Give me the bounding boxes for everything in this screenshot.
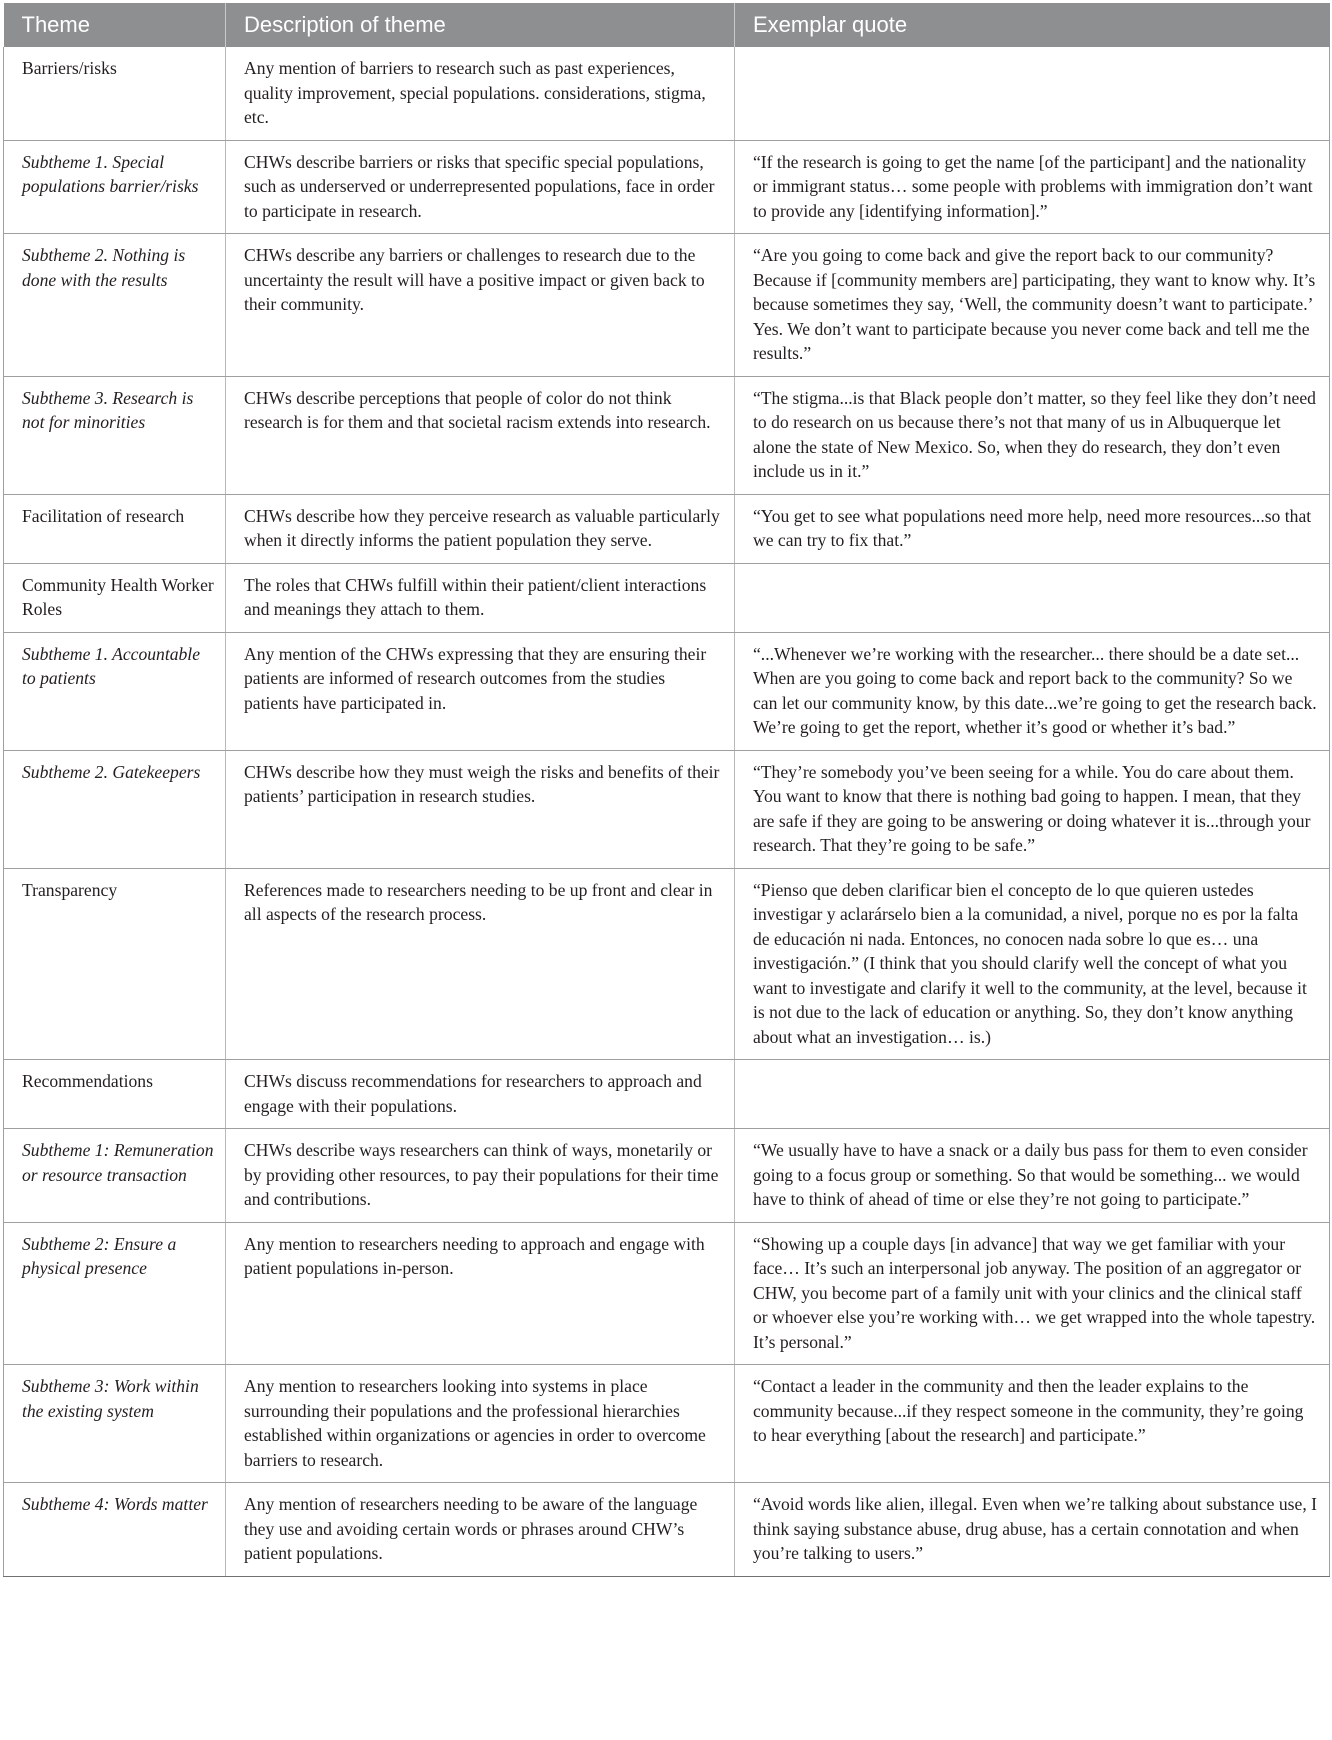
description-cell: CHWs describe any barriers or challenges to research due to the uncertainty the result will have a positive impact or given back to their community. [226, 234, 735, 377]
table-row [4, 563, 1330, 632]
theme-cell: Subtheme 1. Special populations barrier/risks [4, 140, 226, 234]
table-row [4, 750, 1330, 868]
theme-cell: Subtheme 2. Nothing is done with the results [4, 234, 226, 377]
theme-cell: Subtheme 2: Ensure a physical presence [4, 1222, 226, 1365]
theme-cell: Recommendations [4, 1060, 226, 1129]
description-cell: Any mention to researchers looking into systems in place surrounding their populations and the professional hierarchies established within organizations or agencies in order to overcome barriers to research. [226, 1365, 735, 1483]
quote-cell: “Contact a leader in the community and then the leader explains to the community because...if they respect someone in the community, they’re going to hear everything [about the research] and participate.” [735, 1365, 1330, 1483]
quote-cell: “Showing up a couple days [in advance] that way we get familiar with your face… It’s such an interpersonal job anyway. The position of an aggregator or CHW, you become part of a family unit with your clinics and the clinical staff or whoever else you’re working with… we get wrapped into the whole tapestry. It’s personal.” [735, 1222, 1330, 1365]
quote-cell: “They’re somebody you’ve been seeing for a while. You do care about them. You want to know that there is nothing bad going to happen. I mean, that they are safe if they are going to be answering or doing whatever it is...through your research. That they’re going to be safe.” [735, 750, 1330, 868]
theme-cell: Transparency [4, 868, 226, 1060]
table-row [4, 868, 1330, 1060]
themes-table-container [3, 3, 1329, 1577]
theme-cell: Community Health Worker Roles [4, 563, 226, 632]
quote-cell [735, 47, 1330, 140]
theme-cell: Subtheme 2. Gatekeepers [4, 750, 226, 868]
quote-cell: “...Whenever we’re working with the researcher... there should be a date set... When are you going to come back and report back to the community? So we can let our community know, by this date...we’re going to get the research back. We’re going to get the report, whether it’s good or whether it’s bad.” [735, 632, 1330, 750]
description-cell: CHWs describe how they perceive research as valuable particularly when it directly informs the patient population they serve. [226, 494, 735, 563]
description-cell: CHWs describe how they must weigh the risks and benefits of their patients’ participation in research studies. [226, 750, 735, 868]
quote-cell: “The stigma...is that Black people don’t matter, so they feel like they don’t need to do research on us because there’s not that many of us in Albuquerque let alone the state of New Mexico. So, when they do research, they don’t even include us in it.” [735, 376, 1330, 494]
description-cell: The roles that CHWs fulfill within their patient/client interactions and meanings they attach to them. [226, 563, 735, 632]
description-cell: References made to researchers needing to be up front and clear in all aspects of the research process. [226, 868, 735, 1060]
description-cell: CHWs discuss recommendations for researchers to approach and engage with their populations. [226, 1060, 735, 1129]
table-row [4, 1060, 1330, 1129]
table-body [4, 47, 1330, 1576]
quote-cell: “Pienso que deben clarificar bien el concepto de lo que quieren ustedes investigar y aclarárselo bien a la comunidad, a nivel, porque no es por la falta de educación ni nada. Entonces, no conocen nada sobre lo que es… una investigación.” (I think that you should clarify well the concept of what you want to investigate and clarify it well to the community, at the level, because it is not due to the lack of education or anything. So, they don’t know anything about what an investigation… is.) [735, 868, 1330, 1060]
header-row [4, 3, 1330, 47]
table-row [4, 234, 1330, 377]
table-row [4, 1222, 1330, 1365]
theme-cell: Facilitation of research [4, 494, 226, 563]
description-cell: CHWs describe barriers or risks that specific special populations, such as underserved or underrepresented populations, face in order to participate in research. [226, 140, 735, 234]
description-cell: Any mention to researchers needing to approach and engage with patient populations in-person. [226, 1222, 735, 1365]
theme-cell: Subtheme 3: Work within the existing system [4, 1365, 226, 1483]
table-header [4, 3, 1330, 47]
header-exemplar-quote: Exemplar quote [735, 3, 1330, 47]
description-cell: Any mention of researchers needing to be aware of the language they use and avoiding certain words or phrases around CHW’s patient populations. [226, 1483, 735, 1577]
quote-cell [735, 563, 1330, 632]
table-row [4, 47, 1330, 140]
table-row [4, 1365, 1330, 1483]
header-theme: Theme [4, 3, 226, 47]
quote-cell [735, 1060, 1330, 1129]
description-cell: Any mention of the CHWs expressing that they are ensuring their patients are informed of research outcomes from the studies patients have participated in. [226, 632, 735, 750]
table-row [4, 140, 1330, 234]
table-row [4, 1483, 1330, 1577]
description-cell: CHWs describe perceptions that people of color do not think research is for them and that societal racism extends into research. [226, 376, 735, 494]
quote-cell: “We usually have to have a snack or a daily bus pass for them to even consider going to a focus group or something. So that would be something... we would have to think of ahead of time or else they’re not going to participate.” [735, 1129, 1330, 1223]
theme-cell: Barriers/risks [4, 47, 226, 140]
quote-cell: “Are you going to come back and give the report back to our community? Because if [community members are] participating, they want to know why. It’s because sometimes they say, ‘Well, the community doesn’t want to participate.’ Yes. We don’t want to participate because you never come back and tell me the results.” [735, 234, 1330, 377]
description-cell: CHWs describe ways researchers can think of ways, monetarily or by providing other resources, to pay their populations for their time and contributions. [226, 1129, 735, 1223]
theme-cell: Subtheme 1: Remuneration or resource transaction [4, 1129, 226, 1223]
quote-cell: “Avoid words like alien, illegal. Even when we’re talking about substance use, I think saying substance abuse, drug abuse, has a certain connotation and when you’re talking to users.” [735, 1483, 1330, 1577]
quote-cell: “You get to see what populations need more help, need more resources...so that we can try to fix that.” [735, 494, 1330, 563]
theme-cell: Subtheme 3. Research is not for minorities [4, 376, 226, 494]
description-cell: Any mention of barriers to research such as past experiences, quality improvement, special populations. considerations, stigma, etc. [226, 47, 735, 140]
theme-cell: Subtheme 4: Words matter [4, 1483, 226, 1577]
themes-table [3, 3, 1330, 1577]
table-row [4, 376, 1330, 494]
quote-cell: “If the research is going to get the name [of the participant] and the nationality or immigrant status… some people with problems with immigration don’t want to provide any [identifying information].” [735, 140, 1330, 234]
table-row [4, 1129, 1330, 1223]
table-row [4, 632, 1330, 750]
table-row [4, 494, 1330, 563]
header-description: Description of theme [226, 3, 735, 47]
theme-cell: Subtheme 1. Accountable to patients [4, 632, 226, 750]
